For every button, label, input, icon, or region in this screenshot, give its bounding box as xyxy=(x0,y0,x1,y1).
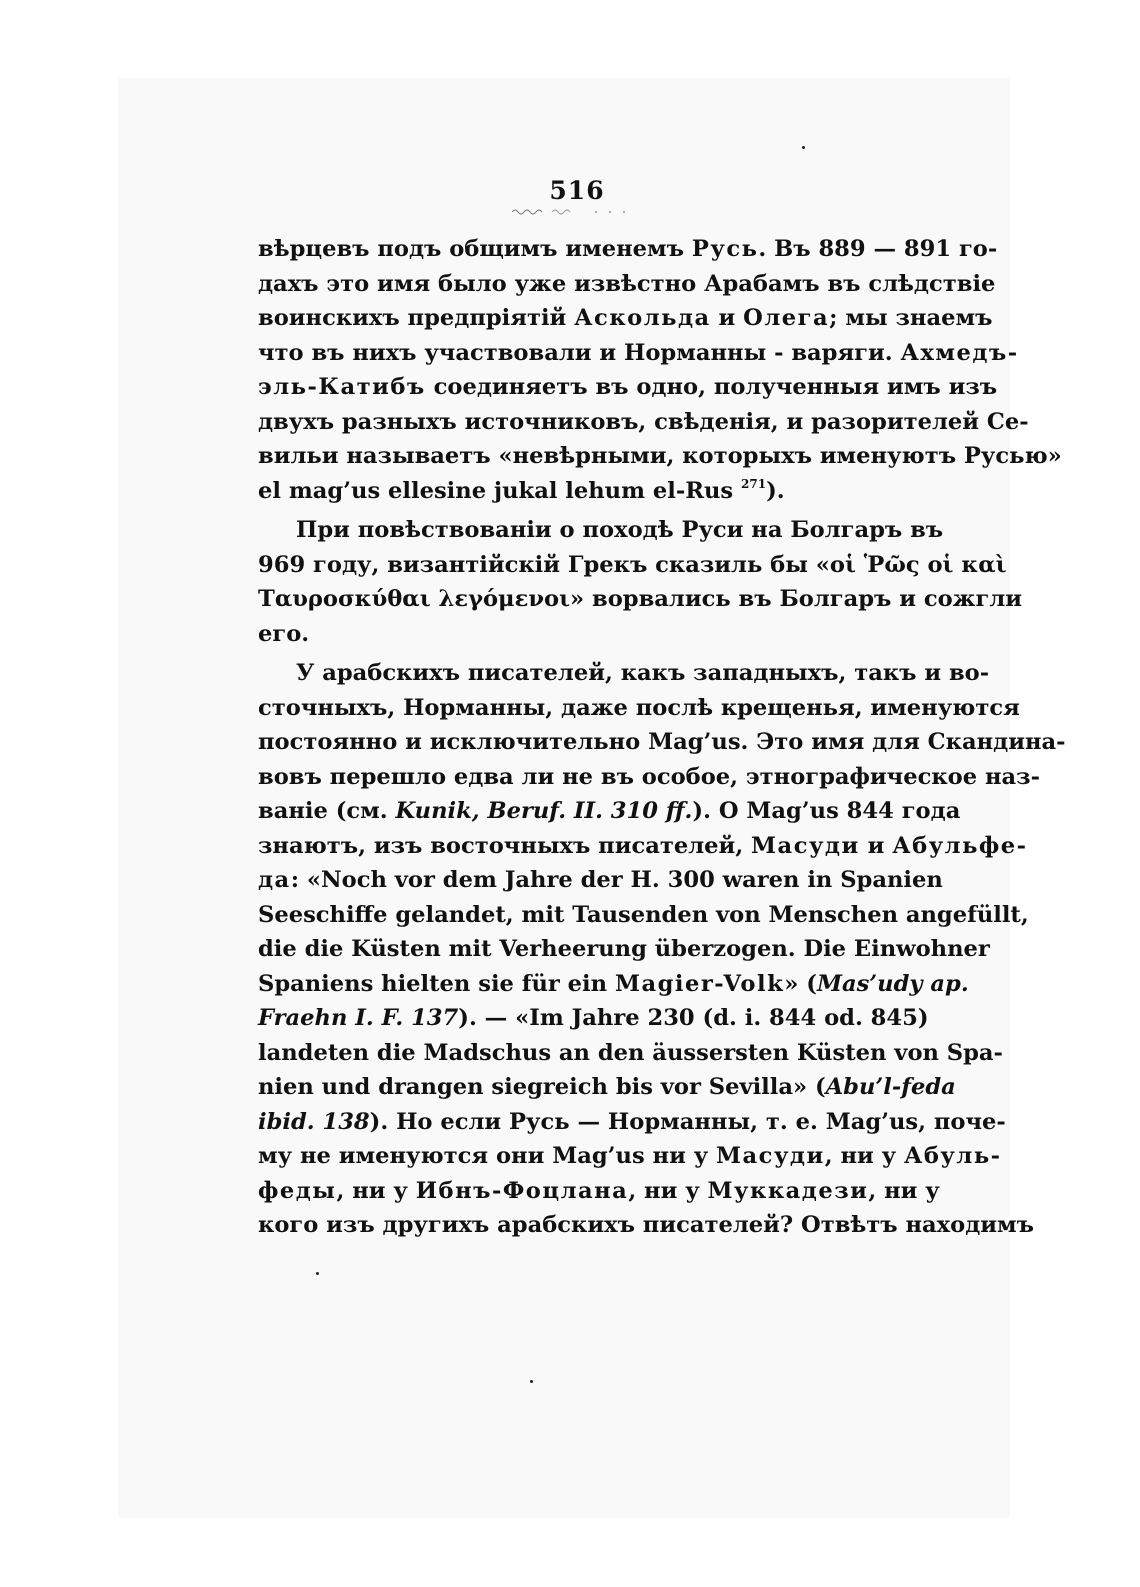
text-run: его. xyxy=(258,620,310,647)
text-line xyxy=(258,691,1020,726)
text-line xyxy=(258,1208,1034,1243)
text-run: , ни у xyxy=(868,1177,940,1204)
text-run: Mas’udy ap. xyxy=(816,970,969,997)
text-run: сточныхъ, Норманны, даже послѣ крещенья, именуются xyxy=(258,694,1020,721)
text-run: Олега xyxy=(743,305,830,331)
text-line xyxy=(258,863,943,898)
text-line xyxy=(258,932,990,967)
text-run: , ни у xyxy=(336,1177,416,1204)
text-run: Русь xyxy=(691,236,759,262)
text-run: постоянно и исключительно Mag’us. Это имя для Скандина- xyxy=(258,729,1066,755)
text-run: Муккадези xyxy=(707,1177,869,1204)
text-line xyxy=(258,1139,1002,1174)
text-run: ). — «Im Jahre 230 (d. i. 844 od. 845) xyxy=(458,1005,929,1031)
text-run: . Въ 889 — 891 го- xyxy=(758,236,998,262)
text-line xyxy=(258,760,1040,795)
text-run: и xyxy=(859,832,893,859)
text-run: Spaniens hielten sie für ein xyxy=(258,970,615,997)
text-run: Magier-Volk xyxy=(614,970,785,997)
text-line xyxy=(258,370,998,405)
text-line xyxy=(258,617,878,652)
text-run: Ибнъ-Фоцлана xyxy=(415,1177,629,1204)
text-line xyxy=(258,513,944,548)
text-line xyxy=(258,548,1007,583)
text-line xyxy=(258,474,878,509)
text-run: , ни у xyxy=(824,1143,904,1169)
scan-speck xyxy=(802,146,805,149)
text-run: Аскольда xyxy=(574,305,711,331)
text-run: дахъ это имя было уже извѣстно Арабамъ въ слѣдствіе xyxy=(258,270,996,297)
text-run: Abu’l-feda xyxy=(825,1074,956,1100)
body-text xyxy=(258,232,1066,1243)
text-run: : «Noch vor dem Jahre der H. 300 waren in Spanien xyxy=(290,867,943,893)
text-run: Ахмедъ- xyxy=(900,339,1019,366)
text-run: феды xyxy=(258,1177,337,1204)
text-run: ). О Mag’us 844 года xyxy=(692,798,961,824)
text-line xyxy=(258,582,1023,617)
text-line xyxy=(258,1174,940,1209)
text-run: При повѣствованіи о походѣ Руси на Болгаръ въ xyxy=(296,517,944,543)
text-run: соединяетъ въ одно, полученныя имъ изъ xyxy=(425,374,998,400)
ornament-squiggle-icon xyxy=(512,207,630,215)
text-line xyxy=(258,1070,956,1105)
text-line xyxy=(258,656,990,691)
text-run: вильи называетъ «невѣрными, которыхъ именуютъ Русью» xyxy=(258,443,1062,469)
text-run: вѣрцевъ подъ общимъ именемъ xyxy=(258,236,692,262)
text-run: el mag’us ellesine jukal lehum el-Rus xyxy=(258,477,741,504)
text-run: кого изъ другихъ арабскихъ писателей? Отвѣтъ находимъ xyxy=(258,1212,1034,1238)
text-run: Абульфе- xyxy=(892,832,1028,859)
text-line xyxy=(258,898,1029,933)
text-line xyxy=(258,439,1062,474)
scan-speck xyxy=(530,1380,533,1383)
text-line xyxy=(258,301,993,336)
text-line xyxy=(258,232,998,267)
text-line xyxy=(258,967,969,1002)
text-run: Ταυροσκύθαι λεγόμενοι» ворвались въ Болгаръ и сожгли xyxy=(258,586,1023,612)
text-run: ; мы знаемъ xyxy=(829,305,993,331)
text-run: 969 году, византійскій Грекъ сказиль бы «οἱ Ῥῶς οἱ καὶ xyxy=(258,551,1007,578)
text-run: двухъ разныхъ источниковъ, свѣденія, и разорителей Се- xyxy=(258,408,1029,435)
text-line xyxy=(258,1105,1006,1140)
text-run: Fraehn I. F. 137 xyxy=(258,1005,459,1031)
text-run: 271 xyxy=(741,476,767,491)
text-line xyxy=(258,829,1028,864)
text-run: ). Но если Русь — Норманны, т. е. Mag’us, поче- xyxy=(369,1108,1006,1135)
text-line xyxy=(258,1001,929,1036)
text-run: die die Küsten mit Verheerung überzogen. Die Einwohner xyxy=(258,936,990,962)
text-run: ваніе (см. xyxy=(258,798,396,824)
text-run: что въ нихъ участвовали и Норманны - варяги. xyxy=(258,339,901,366)
text-run: Масуди xyxy=(751,832,860,859)
text-run: воинскихъ предпріятій xyxy=(258,305,575,331)
text-run: » ( xyxy=(784,970,817,997)
text-run: ). xyxy=(766,477,785,504)
text-line xyxy=(258,725,1066,760)
text-run: Kunik, Beruf. II. 310 ff. xyxy=(395,798,693,824)
text-run: му не именуются они Mag’us ни у xyxy=(258,1143,717,1169)
text-line xyxy=(258,1036,1003,1071)
text-line xyxy=(258,405,1029,440)
text-run: Абуль- xyxy=(903,1143,1002,1169)
scan-speck xyxy=(316,1272,319,1275)
text-line xyxy=(258,336,1019,371)
text-run: вовъ перешло едва ли не въ особое, этнографическое наз- xyxy=(258,763,1040,790)
page-number: 516 xyxy=(549,176,605,205)
text-run: Seeschiffe gelandet, mit Tausenden von Menschen angefüllt, xyxy=(258,901,1029,928)
text-run: эль-Катибъ xyxy=(258,374,426,400)
text-run: и xyxy=(710,305,744,331)
text-line xyxy=(258,267,996,302)
text-run: да xyxy=(258,867,291,893)
text-run: nien und drangen siegreich bis vor Sevilla» ( xyxy=(258,1074,826,1100)
text-run: , ни у xyxy=(628,1177,708,1204)
text-run: Масуди xyxy=(716,1143,825,1169)
text-line xyxy=(258,794,961,829)
text-run: ibid. 138 xyxy=(258,1108,370,1135)
text-run: landeten die Madschus an den äussersten Küsten von Spa- xyxy=(258,1039,1003,1066)
text-run: знаютъ, изъ восточныхъ писателей, xyxy=(258,832,752,859)
text-run: У арабскихъ писателей, какъ западныхъ, такъ и во- xyxy=(296,660,990,686)
